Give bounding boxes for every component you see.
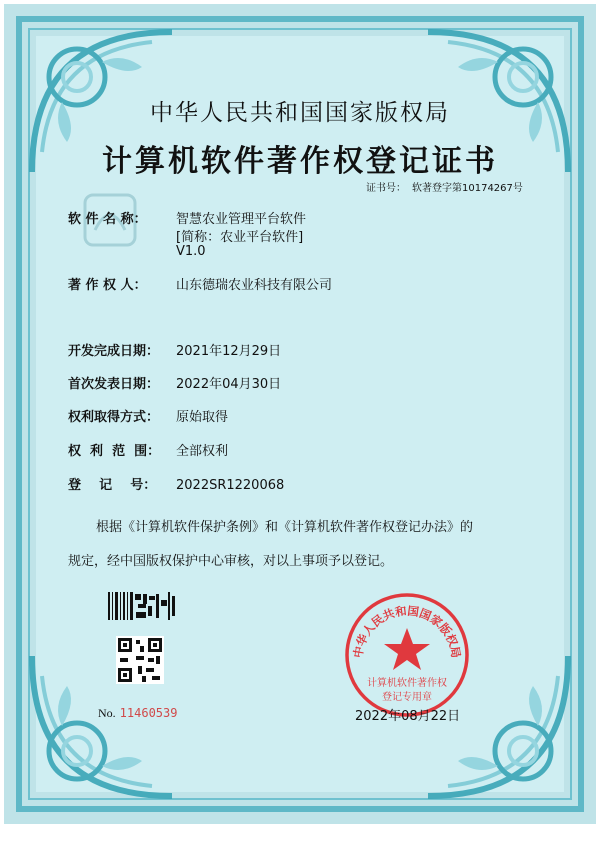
software-abbreviation — [176, 226, 303, 245]
registration-number-label: 登 记 号： — [68, 478, 157, 493]
acquisition-method-label: 权利取得方式： — [68, 410, 160, 425]
software-version-value: V1.0 — [176, 244, 206, 259]
certificate-number-label: 证书号： — [366, 183, 406, 194]
copyright-owner-row — [68, 274, 332, 293]
certificate-number — [360, 179, 523, 194]
serial-number-value: 11460539 — [119, 706, 178, 720]
issuer-heading: 中华人民共和国国家版权局 — [150, 100, 450, 126]
software-name-value: 智慧农业管理平台软件 — [176, 212, 307, 227]
issue-date: 2022年08月22日 — [355, 709, 461, 724]
software-name-label: 软 件 名 称： — [68, 212, 147, 227]
registration-number-value: 2022SR1220068 — [176, 478, 285, 493]
copyright-owner-value: 山东德瑞农业科技有限公司 — [176, 278, 333, 293]
development-date-value: 2021年12月29日 — [176, 344, 282, 359]
statement-line-1: 根据《计算机软件保护条例》和《计算机软件著作权登记办法》的 — [96, 520, 474, 535]
acquisition-method-row — [68, 406, 228, 425]
serial-prefix: No. — [98, 706, 116, 720]
development-date-row — [68, 340, 281, 359]
software-short-name: [简称：农业平台软件] — [176, 230, 304, 245]
seal-line-1: 计算机软件著作权 — [367, 678, 447, 689]
development-date-label: 开发完成日期： — [68, 344, 160, 359]
rights-scope-label: 权 利 范 围： — [68, 444, 161, 459]
seal-star-icon — [384, 628, 430, 670]
copyright-owner-label: 著 作 权 人： — [68, 278, 147, 293]
acquisition-method-value: 原始取得 — [176, 410, 229, 425]
first-published-row — [68, 373, 281, 392]
rights-scope-row — [68, 440, 228, 459]
rights-scope-value: 全部权利 — [176, 444, 229, 459]
barcode-icon — [108, 592, 178, 620]
seal-arc-text: 中华人民共和国国家版权局 — [350, 603, 464, 659]
certificate-number-value: 软著登字第10174267号 — [412, 183, 523, 194]
qr-code-icon — [116, 636, 164, 684]
first-published-value: 2022年04月30日 — [176, 377, 282, 392]
software-name-row — [68, 208, 306, 227]
registration-number-row — [68, 474, 284, 493]
seal-line-2: 登记专用章 — [382, 692, 432, 703]
serial-number — [98, 706, 177, 721]
first-published-label: 首次发表日期： — [68, 377, 160, 392]
statement-line-2: 规定，经中国版权保护中心审核，对以上事项予以登记。 — [68, 554, 394, 569]
software-version — [176, 244, 206, 259]
certificate-title: 计算机软件著作权登记证书 — [102, 144, 498, 179]
official-seal — [342, 590, 472, 720]
